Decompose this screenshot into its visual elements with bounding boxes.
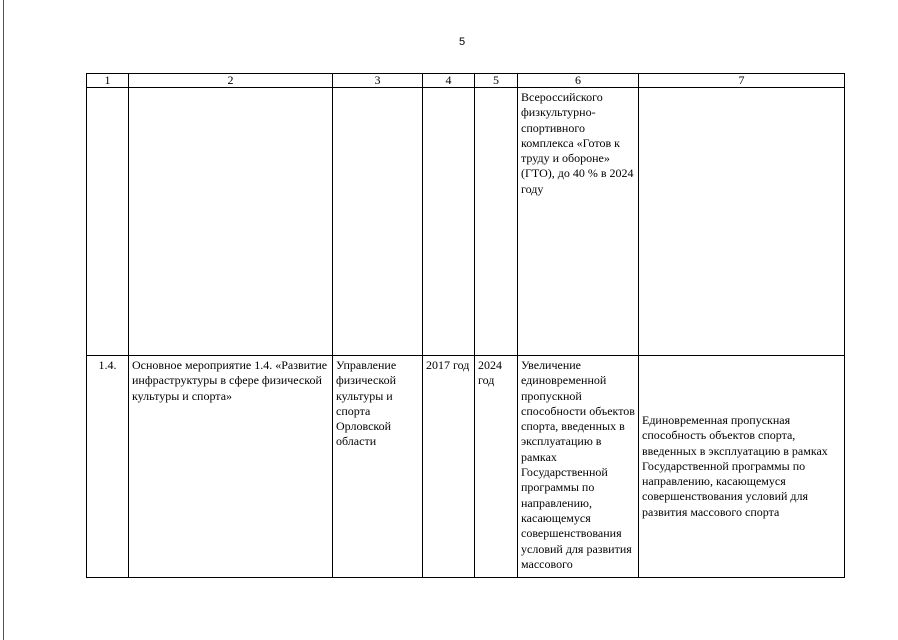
header-cell-3: 3 [333,74,423,88]
executor: Управление физической культуры и спорта Орловской области [333,356,423,578]
cell-empty [639,88,845,356]
header-cell-4: 4 [423,74,475,88]
event-name: Основное мероприятие 1.4. «Развитие инфраструктуры в сфере физической культуры и спорта» [129,356,333,578]
cell-empty [333,88,423,356]
header-cell-2: 2 [129,74,333,88]
cell-empty [129,88,333,356]
row-number: 1.4. [87,356,129,578]
header-cell-1: 1 [87,74,129,88]
header-cell-6: 6 [518,74,639,88]
page-number: 5 [458,36,466,48]
table-header-row [87,74,845,88]
end-year: 2024 год [475,356,518,578]
header-cell-7: 7 [639,74,845,88]
indicator: Единовременная пропускная способность объектов спорта, введенных в эксплуатацию в рамках Государственной программы по направлению, касающемуся совершенствования условий для развития массового спорта [639,356,845,578]
table-row-1-4 [87,356,845,578]
program-table [86,73,845,578]
cell-empty [87,88,129,356]
header-cell-5: 5 [475,74,518,88]
expected-result: Увеличение единовременной пропускной способности объектов спорта, введенных в эксплуатацию в рамках Государственной программы по направлению, касающемуся совершенствования условий для развития массового [518,356,639,578]
page-edge-line [3,0,4,640]
table-row-continued [87,88,845,356]
cell-empty [423,88,475,356]
continued-result-text: Всероссийского физкультурно-спортивного комплекса «Готов к труду и обороне» (ГТО), до 40 % в 2024 году [518,88,639,356]
start-year: 2017 год [423,356,475,578]
cell-empty [475,88,518,356]
